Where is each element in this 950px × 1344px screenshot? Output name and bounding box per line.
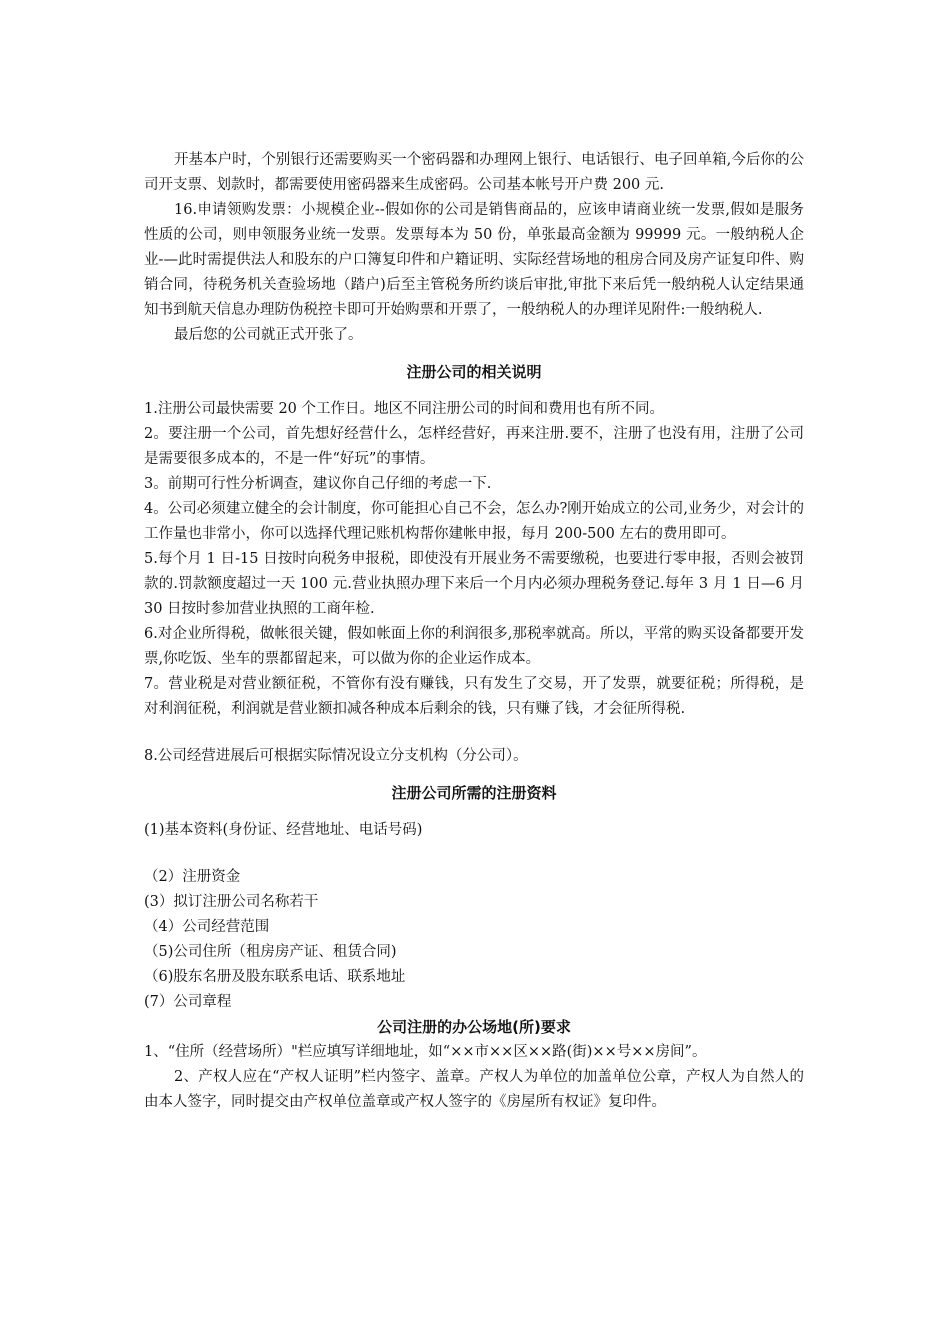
materials-item: （6)股东名册及股东联系电话、联系地址 bbox=[144, 969, 406, 985]
section-heading-notes: 注册公司的相关说明 bbox=[406, 363, 542, 381]
intro-paragraph-3: 最后您的公司就正式开张了。 bbox=[174, 327, 363, 343]
notes-item: 7。营业税是对营业额征税，不管你有没有赚钱，只有发生了交易，开了发票，就要征税；所得税，是对利润征税，利润就是营业额扣减各种成本后剩余的钱，只有赚了钱，才会征所得税. bbox=[144, 676, 804, 717]
notes-item: 4。公司必须建立健全的会计制度，你可能担心自己不会，怎么办?刚开始成立的公司,业务少，对会计的工作量也非常小，你可以选择代理记账机构帮你建帐申报，每月 200-500 左右的费用即可。 bbox=[144, 501, 804, 542]
notes-item: 2。要注册一个公司，首先想好经营什么，怎样经营好，再来注册.要不，注册了也没有用，注册了公司是需要很多成本的，不是一件“好玩”的事情。 bbox=[144, 426, 804, 467]
notes-item: 3。前期可行性分析调查，建议你自己仔细的考虑一下. bbox=[144, 476, 492, 492]
intro-paragraph-1: 开基本户时，个别银行还需要购买一个密码器和办理网上银行、电话银行、电子回单箱,今后你的公司开支票、划款时，都需要使用密码器来生成密码。公司基本帐号开户费 200 元. bbox=[144, 152, 804, 193]
document-page bbox=[144, 148, 804, 1115]
section-heading-materials: 注册公司所需的注册资料 bbox=[391, 784, 557, 802]
intro-paragraph-2: 16.申请领购发票：小规模企业--假如你的公司是销售商品的，应该申请商业统一发票,假如是服务性质的公司，则申领服务业统一发票。发票每本为 50 份，单张最高金额为 99999 元。一般纳税人企业-—此时需提供法人和股东的户口簿复印件和户籍证明、实际经营场地的租房合同及房产证复印件、购销合同，待税务机关查验场地（踏户)后至主管税务所约谈后审批,审批下来后凭一般纳税人认定结果通知书到航天信息办理防伪税控卡即可开始购票和开票了，一般纳税人的办理详见附件:一般纳税人. bbox=[144, 202, 804, 318]
notes-item: 6.对企业所得税，做帐很关键，假如帐面上你的利润很多,那税率就高。所以，平常的购买设备都要开发票,你吃饭、坐车的票都留起来，可以做为你的企业运作成本。 bbox=[144, 626, 804, 667]
office-paragraph-2: 2、产权人应在“产权人证明”栏内签字、盖章。产权人为单位的加盖单位公章，产权人为自然人的由本人签字，同时提交由产权单位盖章或产权人签字的《房屋所有权证》复印件。 bbox=[144, 1069, 804, 1110]
notes-item: 8.公司经营进展后可根据实际情况设立分支机构（分公司）。 bbox=[144, 748, 528, 764]
materials-item: （5)公司住所（租房房产证、租赁合同) bbox=[144, 944, 397, 960]
section-heading-office: 公司注册的办公场地(所)要求 bbox=[377, 1018, 571, 1036]
materials-item: (1)基本资料(身份证、经营地址、电话号码) bbox=[144, 822, 423, 838]
notes-item: 1.注册公司最快需要 20 个工作日。地区不同注册公司的时间和费用也有所不同。 bbox=[144, 401, 665, 417]
materials-item: （2）注册资金 bbox=[144, 869, 241, 885]
materials-item: (7）公司章程 bbox=[144, 994, 232, 1010]
office-paragraph-1: 1、“住所（经营场所）"栏应填写详细地址，如“××市××区××路(街)××号××房间”。 bbox=[144, 1044, 707, 1060]
notes-item: 5.每个月 1 日-15 日按时向税务申报税，即使没有开展业务不需要缴税，也要进行零申报，否则会被罚款的.罚款额度超过一天 100 元.营业执照办理下来后一个月内必须办理税务登记.每年 3 月 1 日—6 月 30 日按时参加营业执照的工商年检. bbox=[144, 551, 804, 617]
materials-item: (3）拟订注册公司名称若干 bbox=[144, 894, 319, 910]
materials-item: （4）公司经营范围 bbox=[144, 919, 270, 935]
